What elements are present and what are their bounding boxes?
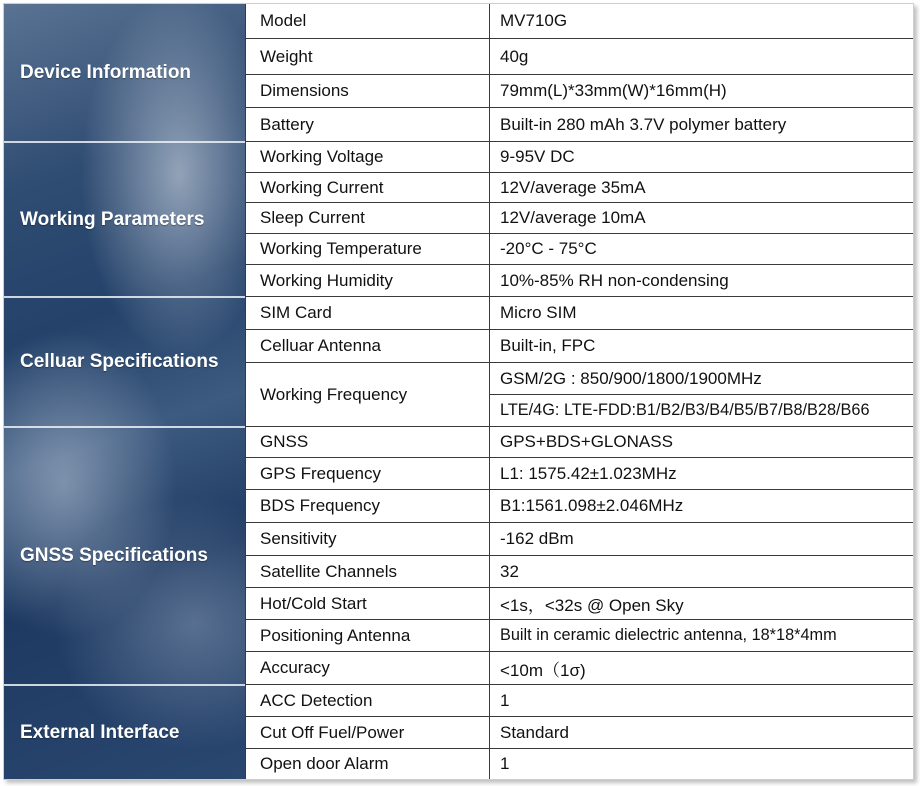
spec-value: Standard (500, 722, 569, 742)
group-label-cellular-specifications: Celluar Specifications (20, 351, 219, 372)
group-label-device-information: Device Information (20, 61, 192, 83)
spec-value: GSM/2G : 850/900/1800/1900MHz (500, 368, 762, 388)
spec-key: Positioning Antenna (260, 625, 411, 645)
spec-key: Model (260, 11, 307, 30)
spec-key: BDS Frequency (260, 496, 380, 515)
spec-value: 12V/average 35mA (500, 177, 646, 197)
category-sidebar (4, 4, 245, 779)
spec-value: -162 dBm (500, 529, 574, 548)
spec-value: 32 (500, 561, 519, 581)
spec-value: -20°C - 75°C (500, 239, 597, 258)
group-label-external-interface: External Interface (20, 721, 180, 743)
spec-key: Satellite Channels (260, 561, 398, 581)
spec-key: Dimensions (260, 81, 349, 100)
spec-key: Accuracy (260, 658, 330, 677)
spec-value: <10m（1σ) (500, 660, 586, 680)
spec-value: 9-95V DC (500, 147, 575, 166)
spec-grid (245, 4, 914, 779)
spec-key: Weight (260, 46, 313, 66)
spec-key: Working Temperature (260, 239, 422, 258)
spec-value: GPS+BDS+GLONASS (500, 432, 673, 451)
spec-value: 12V/average 10mA (500, 208, 646, 227)
spec-value: L1: 1575.42±1.023MHz (500, 463, 677, 483)
spec-key: GNSS (260, 432, 309, 451)
spec-key: Hot/Cold Start (260, 593, 367, 613)
spec-key: Working Humidity (260, 270, 393, 290)
spec-value: Built in ceramic dielectric antenna, 18*18*4mm (500, 626, 837, 644)
spec-key: Working Current (260, 177, 384, 197)
spec-key: Cut Off Fuel/Power (260, 722, 405, 742)
spec-key: Sleep Current (260, 208, 365, 227)
spec-value: MV710G (500, 11, 568, 30)
spec-key: ACC Detection (260, 690, 373, 710)
spec-key: Open door Alarm (260, 754, 389, 773)
spec-key: Working Voltage (260, 147, 384, 166)
spec-table (3, 3, 914, 780)
spec-value: 79mm(L)*33mm(W)*16mm(H) (500, 81, 727, 100)
spec-key: Celluar Antenna (260, 336, 381, 355)
spec-value: Built-in, FPC (500, 336, 596, 355)
spec-value: <1s，<32s @ Open Sky (500, 596, 684, 615)
spec-key: Sensitivity (260, 529, 337, 548)
spec-value: Built-in 280 mAh 3.7V polymer battery (500, 114, 787, 134)
spec-value: B1:1561.098±2.046MHz (500, 496, 684, 515)
spec-value: 10%-85% RH non-condensing (500, 270, 729, 290)
group-label-gnss-specifications: GNSS Specifications (20, 545, 208, 566)
spec-key: Working Frequency (260, 384, 408, 404)
spec-value: 1 (500, 690, 510, 710)
column-divider (489, 4, 490, 779)
spec-key: GPS Frequency (260, 463, 381, 483)
spec-key: SIM Card (260, 303, 332, 322)
spec-key: Battery (260, 114, 314, 134)
spec-value: Micro SIM (500, 303, 577, 322)
spec-value: LTE/4G: LTE-FDD:B1/B2/B3/B4/B5/B7/B8/B28/B66 (500, 401, 870, 419)
group-label-working-parameters: Working Parameters (20, 209, 205, 230)
spec-value: 40g (500, 46, 529, 66)
spec-value: 1 (500, 754, 510, 773)
